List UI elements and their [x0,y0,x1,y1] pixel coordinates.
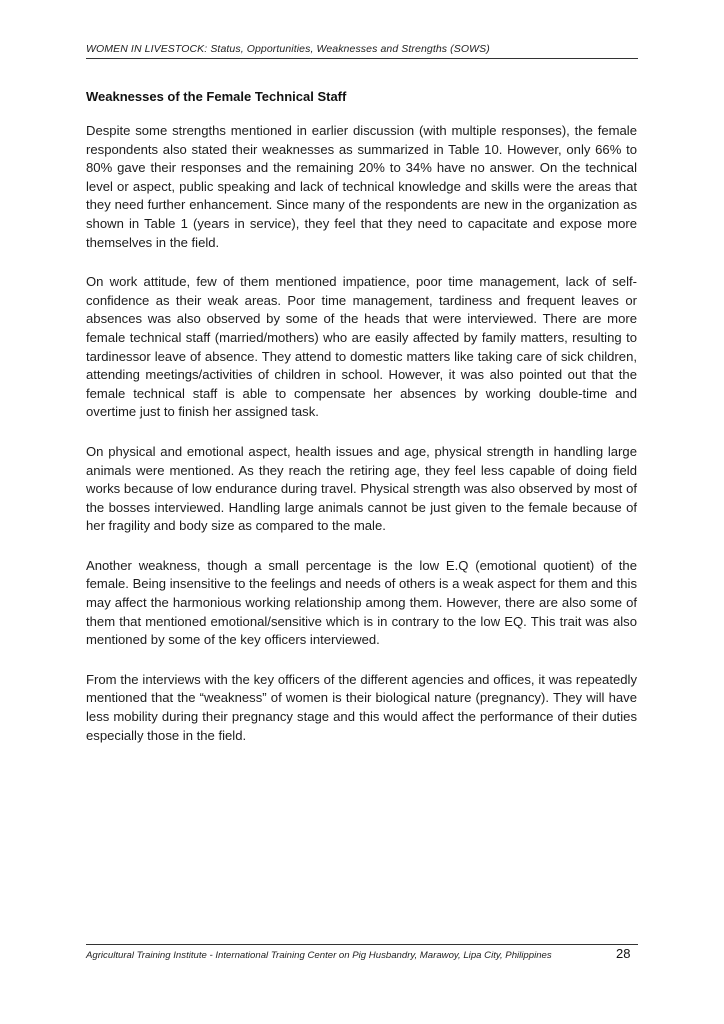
footer-text: Agricultural Training Institute - International Training Center on Pig Husbandry, Marawoy, Lipa City, Philippines [86,950,552,961]
paragraph-2: On work attitude, few of them mentioned impatience, poor time management, lack of self-confidence as their weak areas. Poor time management, tardiness and frequent leaves or absences was also observed by some of the heads that were interviewed. There are more female technical staff (married/mothers) who are easily affected by family matters, resulting to tardinessor leave of absence. They attend to domestic matters like taking care of sick children, attending meetings/activities of children in school. However, it was also pointed out that the female technical staff is able to compensate her absences by working double-time and overtime just to finish her assigned task. [86,274,637,420]
paragraph-4: Another weakness, though a small percentage is the low E.Q (emotional quotient) of the female. Being insensitive to the feelings and needs of others is a weak aspect for them and this may affect the harmonious working relationship among them. However, there are also some of them that mentioned emotional/sensitive which is in contrary to the low EQ. This trait was also mentioned by some of the key officers interviewed. [86,557,637,648]
section-title: Weaknesses of the Female Technical Staff [86,89,347,104]
footer-divider [86,944,638,945]
paragraph-1: Despite some strengths mentioned in earlier discussion (with multiple responses), the female respondents also stated their weaknesses as summarized in Table 10. However, only 66% to 80% gave their responses and the remaining 20% to 34% have no answer. On the technical level or aspect, public speaking and lack of technical knowledge and skills were the areas that they need further enhancement. Since many of the respondents are new in the organization as shown in Table 1 (years in service), they feel that they need to capacitate and expose more themselves in the field. [86,123,637,250]
paragraph-5: From the interviews with the key officers of the different agencies and offices, it was repeatedly mentioned that the “weakness” of women is their biological nature (pregnancy). They will have less mobility during their pregnancy stage and this would affect the performance of their duties especially those in the field. [86,671,637,743]
running-header: WOMEN IN LIVESTOCK: Status, Opportunities, Weaknesses and Strengths (SOWS) [86,43,490,55]
body-text [86,122,637,766]
page-number: 28 [616,946,631,961]
paragraph-3: On physical and emotional aspect, health issues and age, physical strength in handling large animals were mentioned. As they reach the retiring age, they feel less capable of doing field works because of low endurance during travel. Physical strength was also observed by most of the bosses interviewed. Handling large animals cannot be just given to the female because of her fragility and body size as compared to the male. [86,443,637,534]
header-divider [86,58,638,59]
